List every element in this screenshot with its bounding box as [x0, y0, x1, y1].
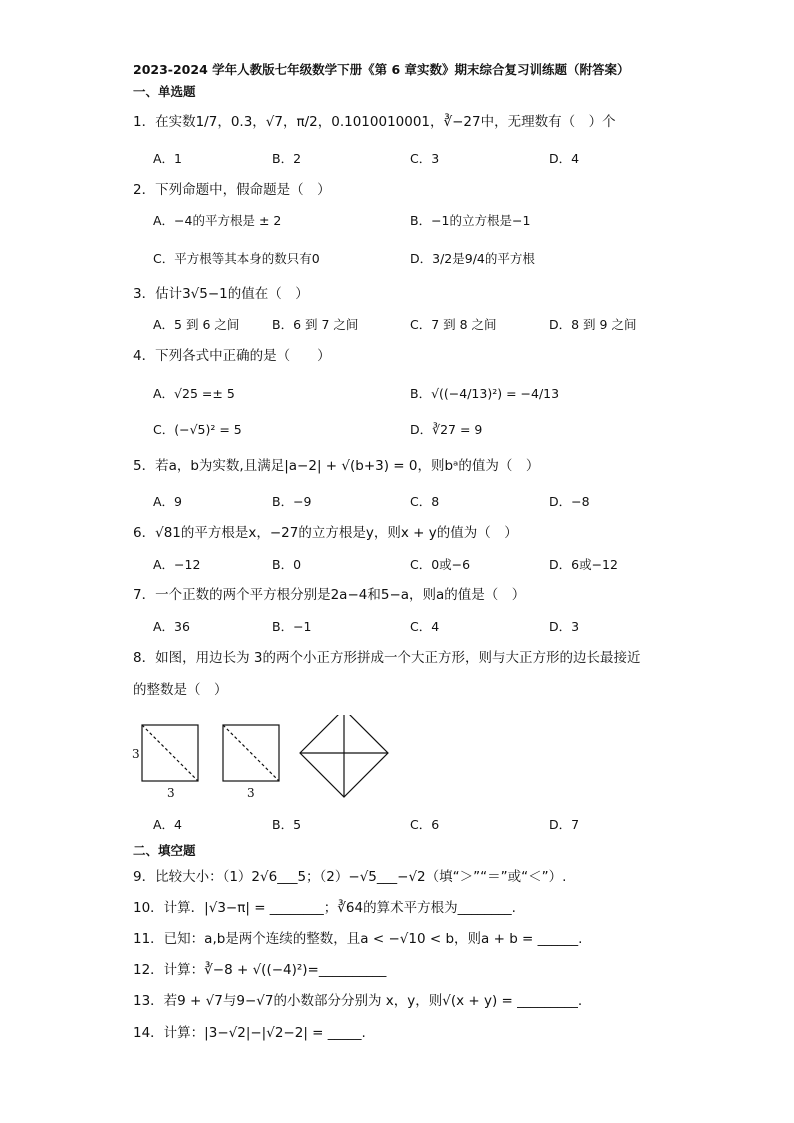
q2-option-b: B．−1的立方根是−1 — [410, 213, 531, 228]
section-heading-fill-blank: 二、填空题 — [133, 843, 196, 858]
q3-option-d: D．8 到 9 之间 — [549, 317, 637, 332]
question-5-stem: 5．若a，b为实数,且满足|a−2| + √(b+3) = 0，则bᵃ的值为（ ） — [133, 458, 540, 474]
q7-option-c: C．4 — [410, 619, 440, 634]
section-heading-single-choice: 一、单选题 — [133, 84, 196, 99]
figure-label-bottom-1: 3 — [167, 786, 175, 800]
q2-option-a: A．−4的平方根是 ± 2 — [153, 213, 282, 228]
q7-option-d: D．3 — [549, 619, 580, 634]
q6-option-a: A．−12 — [153, 557, 201, 572]
q4-option-b: B．√((−4/13)²) = −4/13 — [410, 386, 560, 401]
q6-option-d: D．6或−12 — [549, 557, 618, 572]
q3-option-c: C．7 到 8 之间 — [410, 317, 497, 332]
q8-option-b: B．5 — [272, 817, 302, 832]
question-12: 12．计算：∛−8 + √((−4)²)=__________ — [133, 962, 387, 978]
q6-option-c: C．0或−6 — [410, 557, 471, 572]
q8-option-d: D．7 — [549, 817, 580, 832]
q5-option-c: C．8 — [410, 494, 440, 509]
question-1-stem: 1．在实数1/7，0.3，√7，π/2，0.1010010001，∛−27中，无理数有（ ）个 — [133, 114, 616, 130]
figure-label-bottom-2: 3 — [247, 786, 255, 800]
q1-option-c: C．3 — [410, 151, 440, 166]
question-11: 11．已知：a,b是两个连续的整数，且a < −√10 < b，则a + b = ______. — [133, 931, 583, 947]
q4-option-c: C．(−√5)² = 5 — [153, 422, 242, 437]
q3-option-a: A．5 到 6 之间 — [153, 317, 240, 332]
question-8-stem-line-1: 8．如图，用边长为 3的两个小正方形拼成一个大正方形，则与大正方形的边长最接近 — [133, 650, 641, 666]
q6-option-b: B．0 — [272, 557, 302, 572]
figure-label-side-left: 3 — [132, 747, 140, 761]
q7-option-a: A．36 — [153, 619, 190, 634]
question-4-stem: 4．下列各式中正确的是（ ） — [133, 348, 331, 364]
q4-option-d: D．∛27 = 9 — [410, 422, 483, 437]
q2-option-c: C．平方根等其本身的数只有0 — [153, 251, 320, 266]
q5-option-d: D．−8 — [549, 494, 590, 509]
question-13: 13．若9 + √7与9−√7的小数部分分别为 x，y，则√(x + y) = _________. — [133, 993, 583, 1009]
q1-option-d: D．4 — [549, 151, 580, 166]
q2-option-d: D．3/2是9/4的平方根 — [410, 251, 535, 266]
question-6-stem: 6．√81的平方根是x，−27的立方根是y，则x + y的值为（ ） — [133, 525, 518, 541]
question-9: 9．比较大小：（1）2√6___5；（2）−√5___−√2（填“＞”“＝”或“＜”）. — [133, 869, 567, 885]
q8-option-c: C．6 — [410, 817, 440, 832]
q5-option-a: A．9 — [153, 494, 183, 509]
q5-option-b: B．−9 — [272, 494, 312, 509]
page-title: 2023-2024 学年人教版七年级数学下册《第 6 章实数》期末综合复习训练题（附答案） — [133, 62, 630, 77]
question-3-stem: 3．估计3√5−1的值在（ ） — [133, 286, 309, 302]
q1-option-a: A．1 — [153, 151, 183, 166]
question-8-stem-line-2: 的整数是（ ） — [133, 682, 228, 698]
question-7-stem: 7．一个正数的两个平方根分别是2a−4和5−a，则a的值是（ ） — [133, 587, 526, 603]
q1-option-b: B．2 — [272, 151, 302, 166]
question-2-stem: 2．下列命题中，假命题是（ ） — [133, 182, 331, 198]
q8-figure — [125, 715, 405, 805]
q7-option-b: B．−1 — [272, 619, 312, 634]
q4-option-a: A．√25 =± 5 — [153, 386, 235, 401]
question-10: 10．计算．|√3−π| = ________；∛64的算术平方根为________. — [133, 900, 516, 916]
small-square-1-diagonal — [142, 725, 198, 781]
q8-option-a: A．4 — [153, 817, 183, 832]
question-14: 14．计算：|3−√2|−|√2−2| = _____. — [133, 1025, 366, 1041]
q3-option-b: B．6 到 7 之间 — [272, 317, 359, 332]
small-square-2-diagonal — [223, 725, 279, 781]
